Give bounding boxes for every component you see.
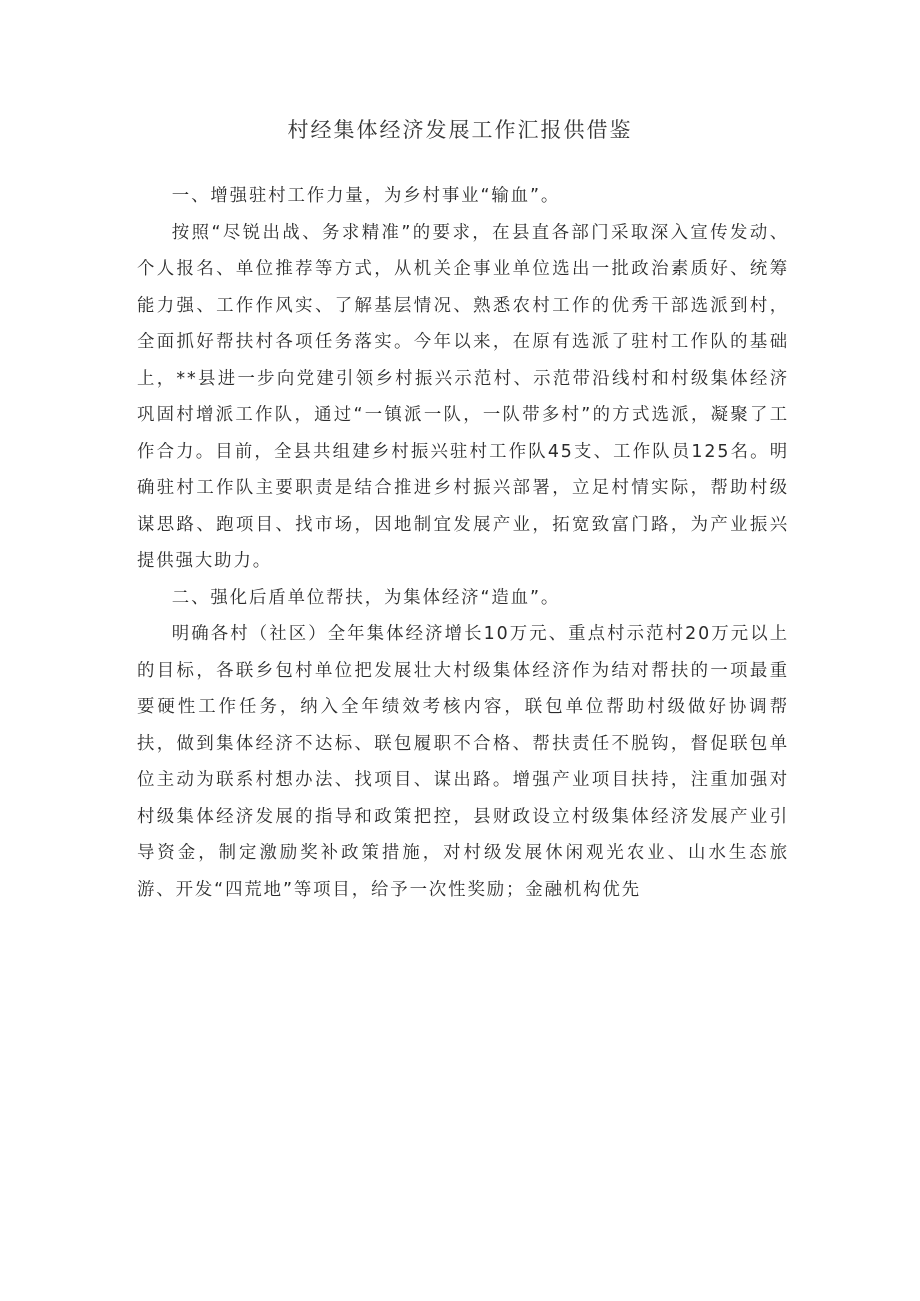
body-paragraph-1: 按照“尽锐出战、务求精准”的要求，在县直各部门采取深入宣传发动、个人报名、单位推荐等方式，从机关企事业单位选出一批政治素质好、统筹能力强、工作作风实、了解基层情况、熟悉农村工作的优秀干部选派到村，全面抓好帮扶村各项任务落实。今年以来，在原有选派了驻村工作队的基础上，**县进一步向党建引领乡村振兴示范村、示范带沿线村和村级集体经济巩固村增派工作队，通过“一镇派一队，一队带多村”的方式选派，凝聚了工作合力。目前，全县共组建乡村振兴驻村工作队45支、工作队员125名。明确驻村工作队主要职责是结合推进乡村振兴部署，立足村情实际，帮助村级谋思路、跑项目、找市场，因地制宜发展产业，拓宽致富门路，为产业振兴提供强大助力。: [137, 222, 789, 571]
body-paragraph-2: 明确各村（社区）全年集体经济增长10万元、重点村示范村20万元以上的目标，各联乡包村单位把发展壮大村级集体经济作为结对帮扶的一项最重要硬性工作任务，纳入全年绩效考核内容，联包单位帮助村级做好协调帮扶，做到集体经济不达标、联包履职不合格、帮扶责任不脱钩，督促联包单位主动为联系村想办法、找项目、谋出路。增强产业项目扶持，注重加强对村级集体经济发展的指导和政策把控，县财政设立村级集体经济发展产业引导资金，制定激励奖补政策措施，对村级发展休闲观光农业、山水生态旅游、开发“四荒地”等项目，给予一次性奖励；金融机构优先: [137, 624, 789, 900]
document-title: 村经集体经济发展工作汇报供借鉴: [287, 118, 633, 142]
document-body: [137, 178, 789, 908]
section-heading-2: 二、强化后盾单位帮扶，为集体经济“造血”。: [171, 587, 561, 608]
section-heading-1: 一、增强驻村工作力量，为乡村事业“输血”。: [171, 186, 561, 206]
